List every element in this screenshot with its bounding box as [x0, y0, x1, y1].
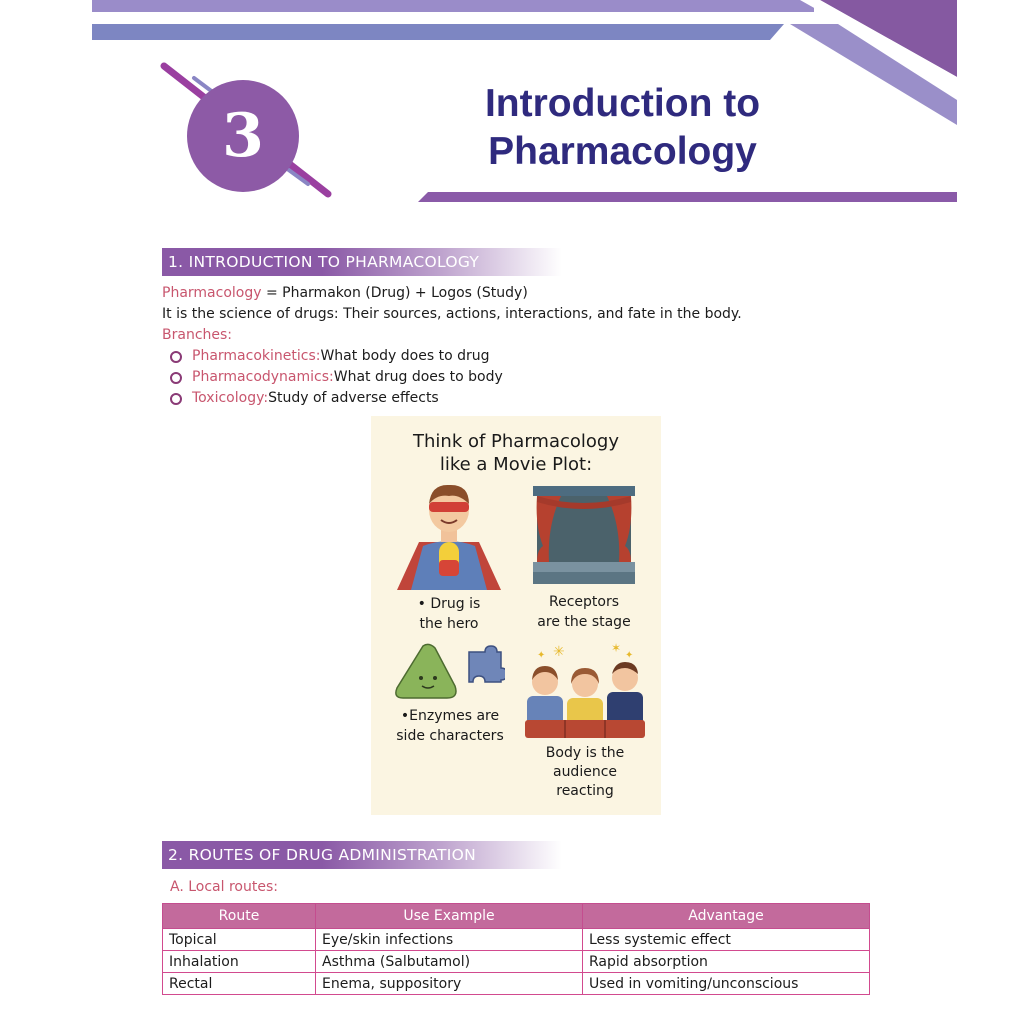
column-header-advantage: Advantage: [583, 904, 870, 929]
title-underline-bar: [418, 192, 957, 202]
caption-audience: [527, 744, 643, 801]
caption-audience-line1: Body is the: [545, 745, 625, 761]
branch-name: Pharmacokinetics:: [192, 348, 321, 364]
table-cell: Used in vomiting/unconscious: [583, 973, 870, 995]
caption-hero: [389, 594, 509, 634]
branch-desc: What body does to drug: [320, 348, 490, 364]
section-introduction-body: [162, 283, 862, 409]
definition-line: [162, 283, 862, 304]
branch-item: [162, 367, 862, 388]
circle-bullet-icon: [170, 351, 182, 363]
table-row: [163, 929, 870, 951]
superhero-drug-icon: [389, 480, 509, 592]
chapter-title-line1: Introduction to: [484, 82, 761, 125]
table-cell: Rapid absorption: [583, 951, 870, 973]
column-header-route: Route: [163, 904, 316, 929]
enzyme-puzzle-icon: [393, 642, 505, 704]
branch-desc: What drug does to body: [333, 369, 503, 385]
chapter-title-line2: Pharmacology: [488, 130, 757, 173]
caption-enzyme-line2: side characters: [396, 728, 504, 744]
caption-audience-line3: reacting: [556, 783, 614, 799]
branch-item: [162, 346, 862, 367]
circle-bullet-icon: [170, 393, 182, 405]
illustration-title-line1: Think of Pharmacology: [413, 431, 619, 452]
table-cell: Eye/skin infections: [316, 929, 583, 951]
section-heading-routes: 2. ROUTES OF DRUG ADMINISTRATION: [162, 841, 562, 869]
svg-text:✦: ✦: [625, 650, 634, 661]
caption-stage-line2: are the stage: [537, 614, 631, 630]
movie-plot-illustration: [371, 416, 661, 815]
local-routes-subheading: A. Local routes:: [170, 879, 278, 895]
header-bar-middle: [92, 24, 784, 40]
branch-name: Toxicology:: [192, 390, 269, 406]
branch-name: Pharmacodynamics:: [192, 369, 334, 385]
local-routes-table: [162, 903, 870, 995]
header-bar-top: [92, 0, 814, 12]
table-header-row: [163, 904, 870, 929]
table-cell: Asthma (Salbutamol): [316, 951, 583, 973]
illustration-title: [371, 430, 661, 476]
table-cell: Enema, suppository: [316, 973, 583, 995]
chapter-number-badge: 3: [187, 80, 299, 192]
table-cell: Rectal: [163, 973, 316, 995]
caption-stage: [521, 592, 647, 632]
audience-reacting-icon: [523, 636, 647, 740]
illustration-title-line2: like a Movie Plot:: [439, 454, 593, 475]
caption-hero-line1: • Drug is: [417, 596, 481, 612]
svg-text:✦: ✦: [537, 650, 546, 661]
chapter-title: [430, 80, 815, 176]
caption-stage-line1: Receptors: [548, 594, 619, 610]
theater-stage-icon: [531, 486, 637, 588]
column-header-use-example: Use Example: [316, 904, 583, 929]
caption-audience-line2: audience: [552, 764, 618, 780]
pharmacology-definition: = Pharmakon (Drug) + Logos (Study): [261, 285, 528, 301]
pharmacology-description: It is the science of drugs: Their sources, actions, interactions, and fate in the body.: [162, 306, 742, 322]
svg-text:✳: ✳: [553, 644, 565, 660]
table-row: [163, 951, 870, 973]
circle-bullet-icon: [170, 372, 182, 384]
table-row: [163, 973, 870, 995]
caption-enzyme-line1: •Enzymes are: [400, 708, 500, 724]
table-cell: Inhalation: [163, 951, 316, 973]
branch-desc: Study of adverse effects: [268, 390, 439, 406]
section-heading-introduction: 1. INTRODUCTION TO PHARMACOLOGY: [162, 248, 562, 276]
caption-hero-line2: the hero: [419, 616, 479, 632]
table-cell: Topical: [163, 929, 316, 951]
caption-enzyme: [385, 706, 515, 746]
branch-item: [162, 388, 862, 409]
pharmacology-term: Pharmacology: [162, 285, 262, 301]
branches-label: Branches:: [162, 327, 233, 343]
svg-text:✶: ✶: [611, 641, 622, 655]
table-cell: Less systemic effect: [583, 929, 870, 951]
